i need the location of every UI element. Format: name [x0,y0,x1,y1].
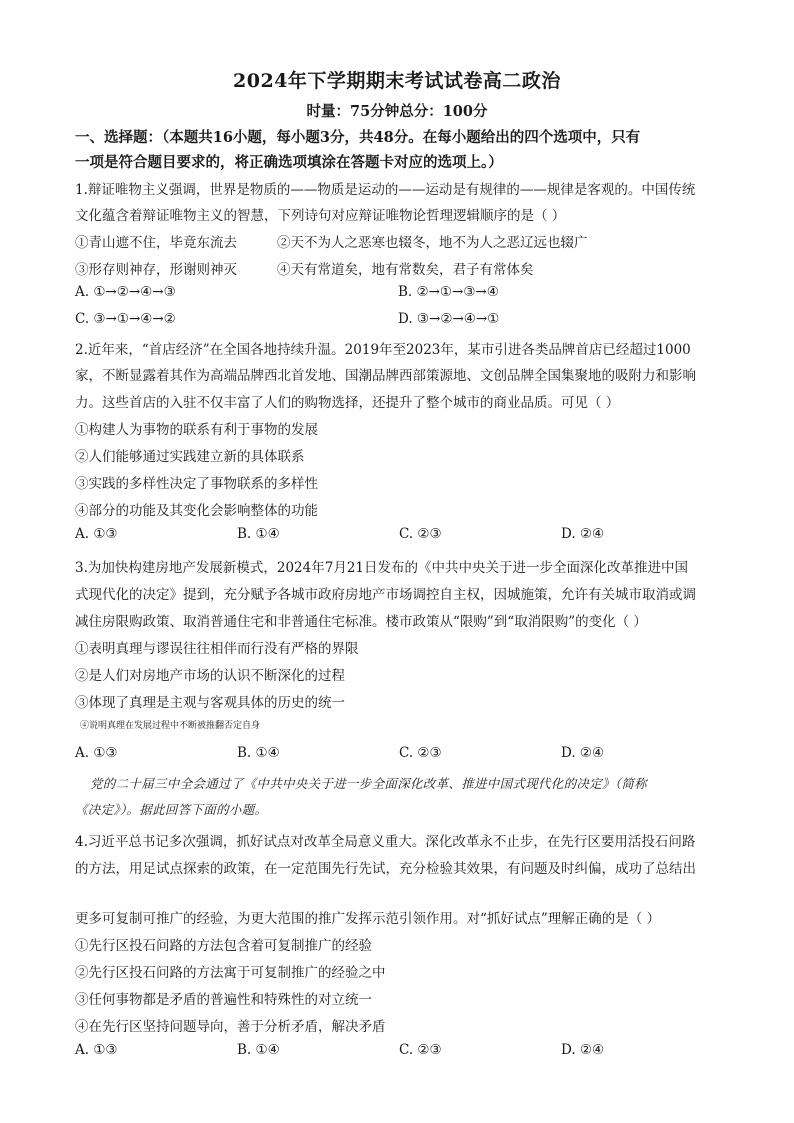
question-3-option-d[interactable]: D. ②④ [561,745,605,761]
section-heading: 一、选择题：（本题共16小题，每小题3分，共48分。在每小题给出的四个选项中，只有 [75,129,641,146]
question-4-statement-3: ③任何事物都是矛盾的普遍性和特殊性的对立统一 [75,992,372,1008]
question-3-stem-cont-1: 式现代化的决定》提到，充分赋予各城市政府房地产市场调控自主权，因城施策，允许有关城市取消或调 [75,587,696,603]
question-2-statement-2: ②人们能够通过实践建立新的具体联系 [75,449,305,465]
question-3-statement-2: ②是人们对房地产市场的认识不断深化的过程 [75,668,345,684]
question-4-option-a[interactable]: A. ①③ [75,1042,118,1058]
question-1-option-c[interactable]: C. ③→①→④→② [75,311,176,327]
question-4-statement-4: ④在先行区坚持问题导向，善于分析矛盾，解决矛盾 [75,1019,386,1035]
question-1-option-b[interactable]: B. ②→①→③→④ [398,284,499,300]
question-4-statement-2: ②先行区投石问路的方法寓于可复制推广的经验之中 [75,965,386,981]
question-1-statement-1: ①青山遮不住，毕竟东流去 [75,235,237,251]
question-1-option-d[interactable]: D. ③→②→④→① [398,311,500,327]
question-2-statement-1: ①构建人为事物的联系有利于事物的发展 [75,422,318,438]
question-2-option-a[interactable]: A. ①③ [75,526,118,542]
section-heading-cont: 一项是符合题目要求的，将正确选项填涂在答题卡对应的选项上。） [75,154,503,171]
question-2-stem-cont-1: 家，不断显露着其作为高端品牌西北首发地、国潮品牌西部策源地、文创品牌全国集聚地的吸附力和影响 [75,368,696,384]
question-3-stem-cont-2: 减住房限购政策、取消普通住宅和非普通住宅标准。楼市政策从“限购”到“取消限购”的变化（ ） [75,614,647,630]
question-2-stem: 2.近年来，“首店经济”在全国各地持续升温。2019年至2023年，某市引进各类品牌首店已经超过1000 [75,342,691,358]
question-4-statement-1: ①先行区投石问路的方法包含着可复制推广的经验 [75,938,372,954]
question-3-option-a[interactable]: A. ①③ [75,745,118,761]
question-2-option-b[interactable]: B. ①④ [237,526,280,542]
question-4-stem-cont-2: 更多可复制可推广的经验，为更大范围的推广发挥示范引领作用。对“抓好试点”理解正确的是（ ） [75,911,661,927]
question-4-option-c[interactable]: C. ②③ [399,1042,442,1058]
question-4-stem-cont-1: 的方法，用足试点探索的政策，在一定范围先行先试，充分检验其效果，有问题及时纠偏，成功了总结出 [75,861,696,877]
material-text-cont: 《决定》）。据此回答下面的小题。 [75,802,268,817]
question-4-option-b[interactable]: B. ①④ [237,1042,280,1058]
question-3-statement-4: ④说明真理在发展过程中不断被推翻否定自身 [80,721,261,731]
question-1-stem-cont: 文化蕴含着辩证唯物主义的智慧，下列诗句对应辩证唯物论哲理逻辑顺序的是（ ） [75,208,566,224]
question-1-stem: 1.辩证唯物主义强调，世界是物质的——物质是运动的——运动是有规律的——规律是客观的。中国传统 [75,182,696,198]
question-3-statement-3: ③体现了真理是主观与客观具体的历史的统一 [75,695,345,711]
question-2-stem-cont-2: 力。这些首店的入驻不仅丰富了人们的购物选择，还提升了整个城市的商业品质。可见（ ） [75,395,620,411]
question-3-statement-1: ①表明真理与谬误往往相伴而行没有严格的界限 [75,641,359,657]
exam-subtitle: 时量：75分钟总分：100分 [306,103,488,120]
question-3-option-b[interactable]: B. ①④ [237,745,280,761]
question-2-option-d[interactable]: D. ②④ [561,526,605,542]
question-1-statement-4: ④天有常道矣，地有常数矣，君子有常体矣 [277,262,534,278]
question-3-option-c[interactable]: C. ②③ [399,745,442,761]
exam-title: 2024年下学期期末考试试卷高二政治 [233,70,561,92]
question-2-statement-3: ③实践的多样性决定了事物联系的多样性 [75,476,318,492]
question-1-option-a[interactable]: A. ①→②→④→③ [75,284,176,300]
question-2-option-c[interactable]: C. ②③ [399,526,442,542]
question-4-stem: 4.习近平总书记多次强调，抓好试点对改革全局意义重大。深化改革永不止步，在先行区要用活投石问路 [75,834,696,850]
question-1-statement-2: ②天不为人之恶寒也辍冬，地不为人之恶辽远也辍广 [277,235,588,251]
material-text: 党的二十届三中全会通过了《中共中央关于进一步全面深化改革、推进中国式现代化的决定》（简称 [90,776,647,791]
question-2-statement-4: ④部分的功能及其变化会影响整体的功能 [75,503,318,519]
question-4-option-d[interactable]: D. ②④ [561,1042,605,1058]
question-1-statement-3: ③形存则神存，形谢则神灭 [75,262,237,278]
question-3-stem: 3.为加快构建房地产发展新模式，2024年7月21日发布的《中共中央关于进一步全面深化改革推进中国 [75,560,689,576]
